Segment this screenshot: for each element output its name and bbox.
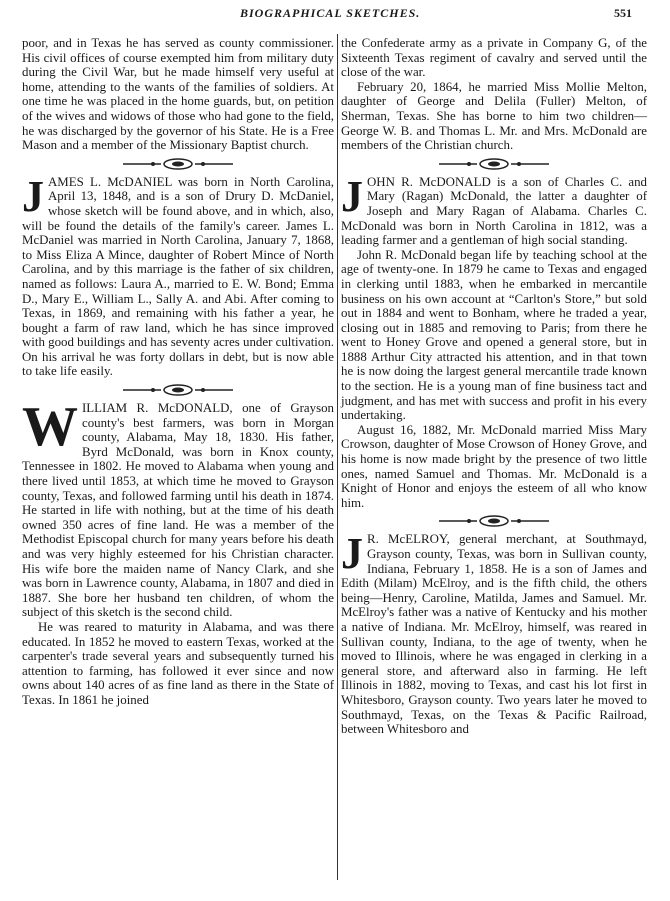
paragraph: He was reared to maturity in Alabama, and was there educated. In 1852 he moved to eastern Texas, worked at the carpenter's trade several years and subsequently turned his attention to farming, has followed it ever since and now owns about 140 acres of as fine land as there in the State of Texas. In 1861 he joined	[22, 619, 334, 707]
paragraph: John R. McDonald began life by teaching school at the age of twenty-one. In 1879 he came to Texas and engaged in clerking until 1883, when he embarked in mercantile business on his own account at “Carlton's Store,” but sold out in 1884 and went to Bonham, where he traded a year, closing out in 1885 and removing to Paris; from there he went to Honey Grove and opened a general store, but in 1888 Arthur City attracted his attention, and in that town he is now doing the largest general mercantile trade known to the section. He is a young man of fine business tact and judgment, and has met with success and profit in his every undertaking.	[341, 247, 647, 423]
paragraph: poor, and in Texas he has served as county commissioner. His civil offices of course exempted him from military duty during the Civil War, but he made himself very useful at home, attending to the wants of the families of soldiers. At one time he was placed in the home guards, but, on petition of the wives and widows of those who had gone to the field, he was discharged by the governor of his State. He is a Free Mason and a member of the Missionary Baptist church.	[22, 36, 334, 153]
paragraph: February 20, 1864, he married Miss Mollie Melton, daughter of George and Delila (Fuller) Melton, of Sherman, Texas. She has borne to him two children—George W. B. and Thomas L. Mr. and Mrs. McDonald are members of the Christian church.	[341, 79, 647, 153]
right-column	[341, 36, 647, 737]
ornament-divider	[22, 153, 334, 175]
paragraph: August 16, 1882, Mr. McDonald married Miss Mary Crowson, daughter of Mose Crowson of Honey Grove, and his home is now made bright by the presence of two little ones, named Samuel and Thomas. Mr. McDonald is a Knight of Honor and enjoys the esteem of all who know him.	[341, 422, 647, 510]
running-head: BIOGRAPHICAL SKETCHES.	[240, 6, 421, 20]
paragraph: the Confederate army as a private in Company G, of the Sixteenth Texas regiment of cavalry and served until the close of the war.	[341, 36, 647, 80]
drop-cap: J	[341, 529, 363, 579]
sketch-wr-mcdonald	[22, 396, 334, 620]
paragraph: R. McELROY, general merchant, at Southmayd, Grayson county, Texas, was born in Sullivan county, Indiana, February 1, 1858. He is a son of James and Edith (Milam) McElroy, and is the fifth child, the others being—Henry, Caroline, Matilda, James and Samuel. Mr. McElroy's father was a native of Kentucky and his mother a native of Indiana. Mr. McElroy, himself, was reared in Sullivan county, Indiana, to the age of twenty, when he moved to Illinois, where he was engaged in clerking in a general store, and afterward also in farming. He left Illinois in 1882, moving to Texas, and cast his lot first in Whitesboro, Grayson county. Two years later he moved to Southmayd, Texas, on the Texas & Pacific Railroad, between Whitesboro and	[341, 532, 647, 737]
ornament-divider	[341, 153, 647, 175]
paragraph: ILLIAM R. McDONALD, one of Grayson county's best farmers, was born in Morgan county, Alabama, May 18, 1830. His father, Byrd McDonald, was born in Knox county, Tennessee in 1802. He moved to Alabama when young and there lived until 1853, at which time he moved to Grayson county, Texas, and followed farming until his death in 1874. He started in life with nothing, but at the time of his death owned 350 acres of fine land. He was a member of the Methodist Episcopal church for many years before his death and was very highly esteemed for his Christian character. His wife bore the maiden name of Nancy Clark, and she was born in Lawrence county, Alabama, in 1807 and died in 1887. She bore her husband ten children, of whom the subject of this sketch is the second child.	[22, 401, 334, 620]
sketch-jr-mcdonald	[341, 171, 647, 248]
sketch-mcdaniel	[22, 171, 334, 379]
column-divider	[337, 34, 338, 880]
ornament-divider	[341, 510, 647, 532]
left-column	[22, 36, 334, 708]
drop-cap: J	[341, 171, 363, 221]
drop-cap: J	[22, 171, 44, 221]
sketch-mcelroy	[341, 529, 647, 737]
paragraph: AMES L. McDANIEL was born in North Carolina, April 13, 1848, and is a son of Drury D. McDaniel, whose sketch will be found above, and in which, also, will be found the details of the family's career. James L. McDaniel was married in North Carolina, January 7, 1868, to Miss Eliza A Mince, daughter of Robert Mince of North Carolina, and by this marriage is the father of six children, named as follows: Laura A., married to E. W. Bond; Emma D., Mary E., William L., Sally A. and Abi. After coming to Texas, in 1869, and remaining with his father a year, he bought a farm of raw land, which he has since improved with good buildings and has seventy acres under cultivation. On his arrival he was forty dollars in debt, but is now able to take life easily.	[22, 174, 334, 379]
page-number: 551	[614, 6, 632, 20]
drop-cap: W	[22, 396, 78, 459]
page-header	[0, 4, 670, 26]
paragraph: OHN R. McDONALD is a son of Charles C. and Mary (Ragan) McDonald, the latter a daughter of Joseph and Mary Ragan of Alabama. Charles C. McDonald was born in North Carolina in 1812, was a leading farmer and a gentleman of high social standing.	[341, 174, 647, 248]
